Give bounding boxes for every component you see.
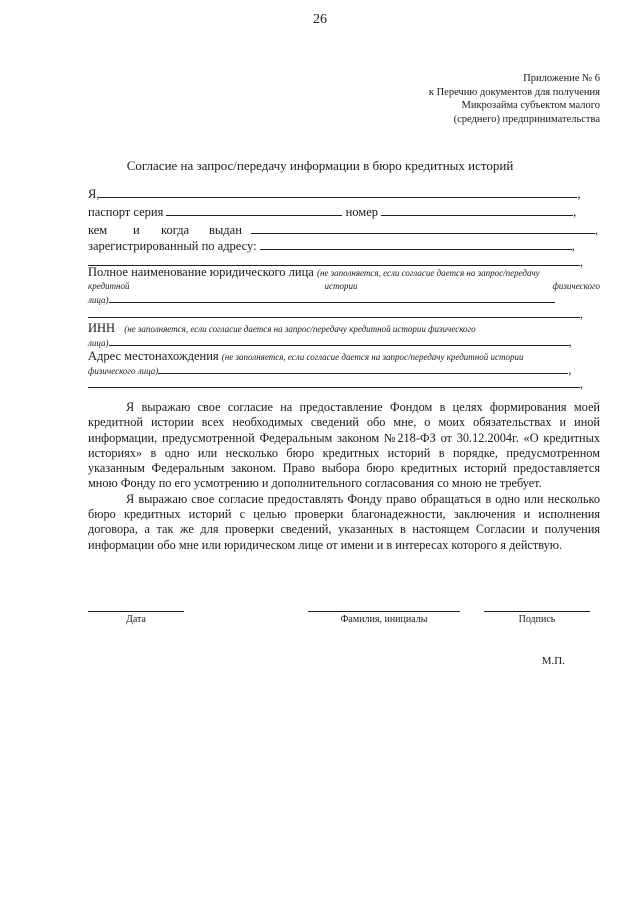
consent-text [88, 400, 600, 553]
comma: , [573, 205, 577, 219]
appendix-line-2: к Перечню документов для получения [428, 86, 600, 98]
form-row-passport [88, 204, 576, 220]
page-number: 26 [313, 12, 327, 27]
label-registered: зарегистрированный по адресу: [88, 239, 257, 253]
name-field[interactable] [99, 186, 577, 198]
passport-series-field[interactable] [166, 204, 342, 216]
comma: , [568, 335, 572, 349]
org-name-field[interactable] [109, 291, 555, 303]
comma: , [568, 363, 572, 377]
comma: , [580, 377, 584, 391]
label-address: Адрес местонахождения [88, 349, 219, 363]
label-inn: ИНН [88, 321, 116, 335]
issued-by-field[interactable] [251, 222, 595, 234]
comma: , [595, 223, 599, 237]
org-hint-word: физического [552, 281, 600, 291]
label-passport-series: паспорт серия [88, 205, 164, 219]
label-vydan: выдан [209, 223, 242, 237]
inn-field[interactable] [109, 334, 569, 346]
location-field-cont[interactable] [88, 376, 580, 388]
comma: , [580, 255, 584, 269]
label-kem: кем [88, 223, 108, 237]
passport-number-field[interactable] [381, 204, 573, 216]
form-row-org-field [88, 291, 555, 307]
label-kogda: когда [161, 223, 190, 237]
label-org-name: Полное наименование юридического лица [88, 265, 314, 279]
comma: , [580, 307, 584, 321]
form-row-name [88, 186, 581, 202]
comma: , [571, 239, 575, 253]
form-row-issued [88, 222, 598, 238]
appendix-line-3: Микрозайма субъектом малого [461, 100, 600, 111]
consent-paragraph-2: Я выражаю свое согласие предоставлять Фонду право обращаться в одно или несколько бюро кредитных историй с целью проверки благонадежности, заключения и исполнения договора, а так же для проверки сведений, указанных в настоящем Согласии и получения информации обо мне или юридическом лице от имени и в интересах которого я действую. [88, 491, 600, 552]
label-i: и [133, 223, 140, 237]
address-hint: (не заполняется, если согласие дается на запрос/передачу кредитной истории [221, 352, 524, 362]
document-title: Согласие на запрос/передачу информации в бюро кредитных историй [126, 158, 514, 173]
consent-paragraph-1: Я выражаю свое согласие на предоставление Фондом в целях формирования моей кредитной истории всех необходимых сведений обо мне, о моих обязательствах и иной информации, предусмотренной Федеральным законом №218-ФЗ от 30.12.2004г. «О кредитных историях» в одно или несколько бюро кредитных историй в порядке, предусмотренном указанным Федеральным законом. Право выбора бюро кредитных историй предоставляется мною Фонду по его усмотрению и дополнительного согласования со мною не требует. [88, 400, 600, 491]
org-hint-word: истории [324, 281, 358, 291]
label-number: номер [345, 205, 379, 219]
location-field[interactable] [158, 362, 568, 374]
stamp-placeholder: М.П. [541, 655, 565, 667]
comma: , [577, 187, 581, 201]
form-row-location-field-cont [88, 376, 583, 392]
appendix-line-4: (среднего) предпринимательства [453, 113, 600, 125]
inn-hint: (не заполняется, если согласие дается на запрос/передачу кредитной истории физического [124, 324, 476, 334]
inn-hint-end: лица) [88, 338, 109, 348]
date-label: Дата [126, 614, 146, 625]
signature-label: Подпись [518, 614, 556, 625]
form-row-address [88, 238, 575, 254]
address-hint-end: физического лица) [88, 366, 159, 376]
registered-address-field[interactable] [260, 238, 572, 250]
org-hint: (не заполняется, если согласие дается на запрос/передачу [316, 268, 540, 278]
name-line[interactable] [308, 611, 460, 612]
appendix-line-1: Приложение № 6 [523, 73, 600, 84]
name-label: Фамилия, инициалы [340, 614, 428, 625]
org-hint-word: кредитной [88, 281, 130, 291]
appendix-header [429, 72, 600, 126]
date-line[interactable] [88, 611, 184, 612]
org-name-field-cont[interactable] [88, 306, 580, 318]
org-hint-end: лица) [88, 295, 109, 305]
signature-line[interactable] [484, 611, 590, 612]
label-ya: Я, [88, 187, 100, 201]
